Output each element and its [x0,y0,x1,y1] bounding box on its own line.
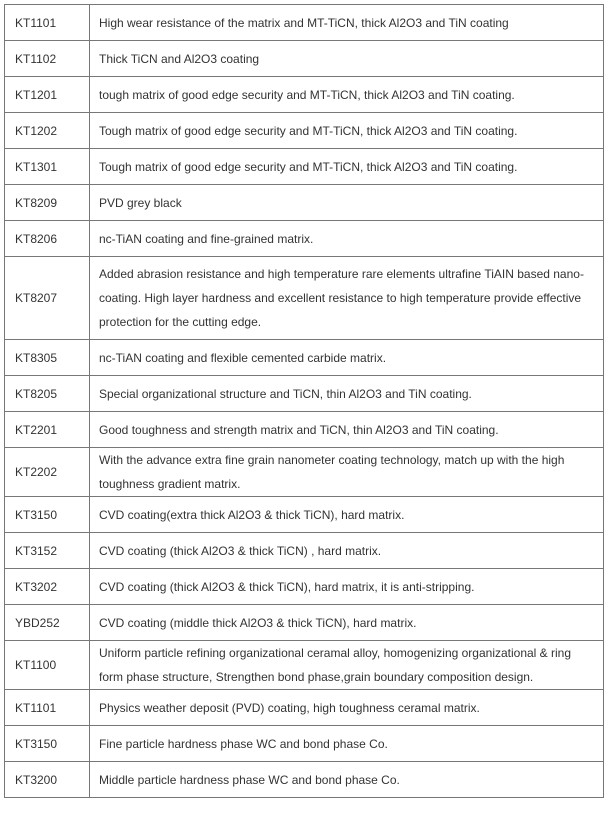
grade-description: High wear resistance of the matrix and MT-TiCN, thick Al2O3 and TiN coating [90,5,604,41]
grade-description: Added abrasion resistance and high temperature rare elements ultrafine TiAIN based nano-coating. High layer hardness and excellent resistance to high temperature provide effective protection for the cutting edge. [90,257,604,340]
grade-code: KT1101 [5,690,90,726]
table-row [5,257,604,340]
grade-description: CVD coating(extra thick Al2O3 & thick TiCN), hard matrix. [90,497,604,533]
grade-description: Tough matrix of good edge security and MT-TiCN, thick Al2O3 and TiN coating. [90,113,604,149]
table-row [5,41,604,77]
grade-code: YBD252 [5,605,90,641]
grade-code: KT3150 [5,726,90,762]
grade-code: KT8206 [5,221,90,257]
grade-description: Thick TiCN and Al2O3 coating [90,41,604,77]
grades-table [4,4,604,798]
table-row [5,690,604,726]
grade-code: KT1202 [5,113,90,149]
grade-description: Fine particle hardness phase WC and bond phase Co. [90,726,604,762]
grade-description: PVD grey black [90,185,604,221]
grade-description: nc-TiAN coating and fine-grained matrix. [90,221,604,257]
grade-description: CVD coating (thick Al2O3 & thick TiCN) , hard matrix. [90,533,604,569]
table-row [5,448,604,497]
grade-description: Physics weather deposit (PVD) coating, high toughness ceramal matrix. [90,690,604,726]
grade-description: CVD coating (thick Al2O3 & thick TiCN), hard matrix, it is anti-stripping. [90,569,604,605]
table-row [5,762,604,798]
grade-description: Special organizational structure and TiCN, thin Al2O3 and TiN coating. [90,376,604,412]
table-row [5,113,604,149]
table-row [5,497,604,533]
grade-code: KT3200 [5,762,90,798]
grade-code: KT3150 [5,497,90,533]
grade-code: KT8205 [5,376,90,412]
table-row [5,340,604,376]
grade-code: KT1100 [5,641,90,690]
table-row [5,641,604,690]
grade-description: Uniform particle refining organizational ceramal alloy, homogenizing organizational & ring form phase structure, Strengthen bond phase,grain boundary composition design. [90,641,604,690]
grade-code: KT1301 [5,149,90,185]
grade-code: KT8209 [5,185,90,221]
grade-description: Good toughness and strength matrix and TiCN, thin Al2O3 and TiN coating. [90,412,604,448]
table-row [5,412,604,448]
grade-code: KT8305 [5,340,90,376]
table-row [5,185,604,221]
grade-code: KT8207 [5,257,90,340]
grade-description: Middle particle hardness phase WC and bond phase Co. [90,762,604,798]
grade-code: KT3202 [5,569,90,605]
grade-description: nc-TiAN coating and flexible cemented carbide matrix. [90,340,604,376]
grade-description: With the advance extra fine grain nanometer coating technology, match up with the high toughness gradient matrix. [90,448,604,497]
grade-description: CVD coating (middle thick Al2O3 & thick TiCN), hard matrix. [90,605,604,641]
table-row [5,533,604,569]
grade-code: KT1101 [5,5,90,41]
table-row [5,5,604,41]
grade-code: KT1201 [5,77,90,113]
table-row [5,605,604,641]
table-row [5,77,604,113]
grade-code: KT2201 [5,412,90,448]
grade-code: KT1102 [5,41,90,77]
grade-code: KT3152 [5,533,90,569]
grade-code: KT2202 [5,448,90,497]
grade-description: Tough matrix of good edge security and MT-TiCN, thick Al2O3 and TiN coating. [90,149,604,185]
table-row [5,376,604,412]
table-row [5,726,604,762]
table-row [5,149,604,185]
table-row [5,221,604,257]
table-row [5,569,604,605]
grade-description: tough matrix of good edge security and MT-TiCN, thick Al2O3 and TiN coating. [90,77,604,113]
